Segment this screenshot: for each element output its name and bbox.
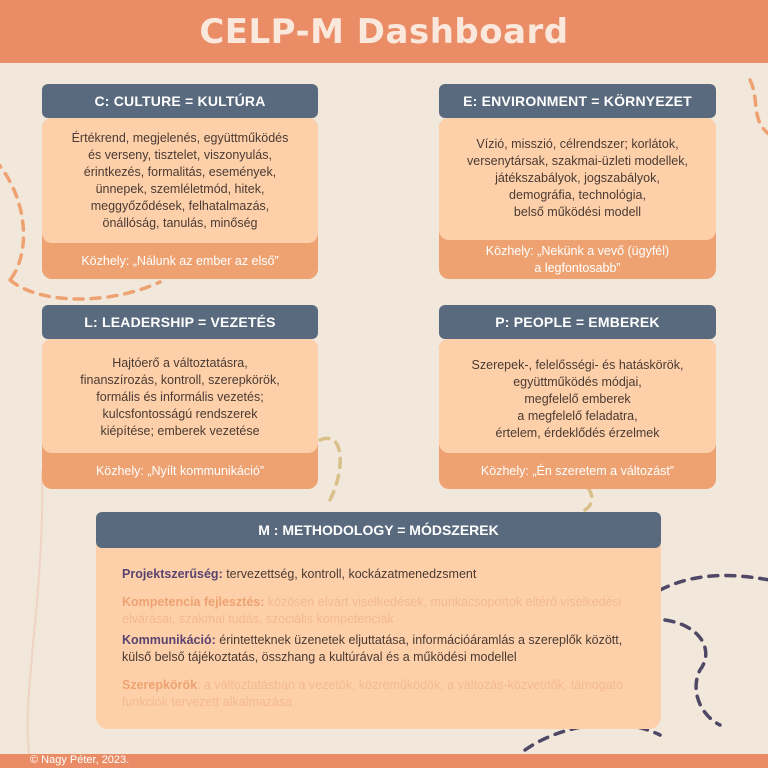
culture-body (42, 118, 318, 279)
culture-description: Értékrend, megjelenés, együttműködés és verseny, tisztelet, viszonyulás, érintkezés, formalitás, események, ünnepek, szemléletmód, hitek, meggyőződések, felhatalmazás, önállóság, tanulás, minőség (42, 118, 318, 243)
leadership-body (42, 339, 318, 489)
culture-quote: Közhely: „Nálunk az ember az első” (81, 253, 279, 268)
people-card (439, 305, 716, 489)
people-description: Szerepek-, felelősségi- és hatáskörök, együttműködés módjai, megfelelő emberek a megfelelő feladatra, értelem, érdeklődés érzelmek (439, 339, 716, 453)
environment-body (439, 118, 716, 279)
environment-card (439, 84, 716, 279)
culture-heading: C: CULTURE = KULTÚRA (42, 84, 318, 118)
methodology-item-szerepkorok: Szerepkörök: a változtatásban a vezetők, közreműködők, a változás-közvetítők, támogató funkciók tervezett alkalmazása (122, 678, 623, 709)
environment-heading: E: ENVIRONMENT = KÖRNYEZET (439, 84, 716, 118)
environment-quote: Közhely: „Nekünk a vevő (ügyfél) a legfontosabb” (485, 243, 670, 275)
leadership-card (42, 305, 318, 489)
leadership-quote: Közhely: „Nyílt kommunikáció” (95, 463, 265, 478)
environment-description: Vízió, misszió, célrendszer; korlátok, versenytársak, szakmai-üzleti modellek, játékszabályok, jogszabályok, demográfia, technológia, belső működési modell (439, 118, 716, 240)
people-quote: Közhely: „Én szeretem a változást” (480, 463, 675, 478)
people-body (439, 339, 716, 489)
methodology-item-projektszeruseg: Projektszerűség: tervezettség, kontroll, kockázatmenedzsment (122, 567, 477, 581)
title-banner (0, 0, 768, 63)
copyright-text: © Nagy Péter, 2023. (30, 754, 130, 766)
page-title: CELP-M Dashboard (199, 11, 569, 52)
methodology-item-kommunikacio: Kommunikáció: érintetteknek üzenetek eljuttatása, információáramlás a szereplők között, külső belső tájékoztatás, összhang a kultúrával és a működési modellel (122, 633, 623, 664)
leadership-heading: L: LEADERSHIP = VEZETÉS (42, 305, 318, 339)
leadership-description: Hajtóerő a változtatásra, finanszírozás, kontroll, szerepkörök, formális és informális vezetés; kulcsfontosságú rendszerek kiépítése; emberek vezetése (42, 339, 318, 453)
people-heading: P: PEOPLE = EMBEREK (439, 305, 716, 339)
methodology-heading: M : METHODOLOGY = MÓDSZEREK (96, 512, 661, 548)
methodology-item-kompetencia: Kompetencia fejlesztés: közösen elvárt viselkedések, munkacsoportok eltérő viselkedési elvárásai, szakmai tudás, szociális kompetenciák (122, 595, 622, 626)
culture-card (42, 84, 318, 279)
